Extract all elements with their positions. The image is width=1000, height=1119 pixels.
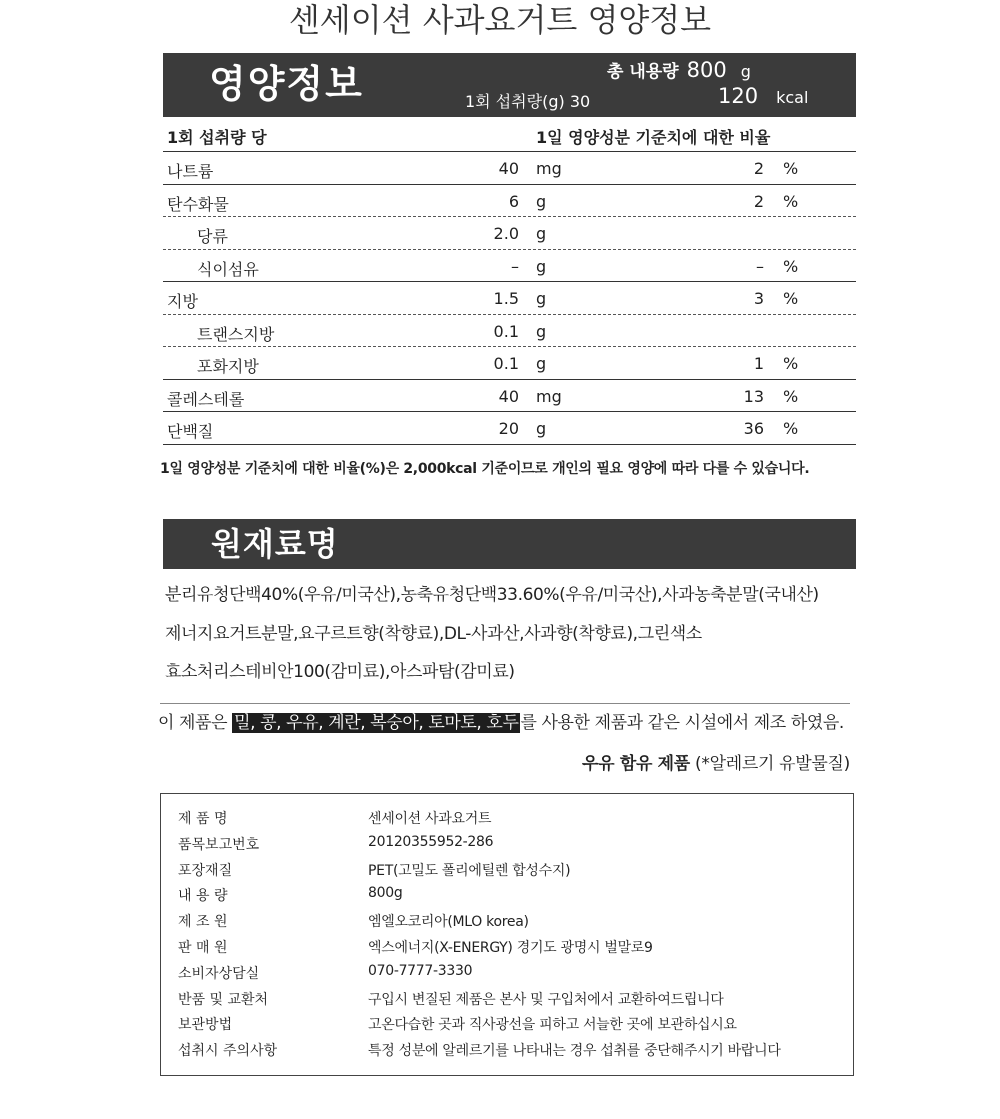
nutrient-amount: 6 [508, 191, 519, 211]
info-key: 품목보고번호 [178, 836, 260, 853]
info-value: 엠엘오코리아(MLO korea) [368, 914, 529, 931]
nutrition-table [163, 118, 856, 445]
nutrition-row [163, 217, 856, 250]
nutrient-percent: 36 [743, 419, 764, 438]
ingredients-line-3: 효소처리스테비안100(감미료),아스파탐(감미료) [165, 662, 515, 682]
info-row [161, 834, 851, 860]
kcal-value: 120 [718, 84, 759, 108]
info-key: 반품 및 교환처 [178, 991, 269, 1008]
nutrient-percent-unit: % [783, 289, 799, 308]
info-key: 소비자상담실 [178, 965, 260, 982]
nutrient-percent: 3 [753, 289, 764, 308]
info-key: 제 조 원 [178, 914, 228, 931]
milk-notice [582, 749, 850, 774]
info-row [161, 963, 851, 989]
info-row [161, 808, 851, 834]
nutrient-unit: g [536, 191, 547, 211]
nutrient-amount: 0.1 [493, 321, 519, 341]
nutrient-unit: mg [536, 386, 562, 406]
serving-size: 1회 섭취량(g) 30 [465, 92, 591, 111]
info-row [161, 885, 851, 911]
nutrient-percent-unit: % [783, 386, 799, 406]
nutrient-amount: 1.5 [493, 289, 519, 308]
nutrient-name: 탄수화물 [167, 194, 229, 214]
info-value: 특정 성분에 알레르기를 나타내는 경우 섭취를 중단해주시기 바랍니다 [368, 1043, 781, 1060]
nutrient-unit: g [536, 256, 547, 276]
nutrient-unit: g [536, 289, 547, 308]
ingredients-header-bar [163, 519, 856, 569]
nutrient-percent-unit: % [783, 159, 799, 178]
info-row [161, 989, 851, 1015]
allergen-notice [158, 708, 844, 733]
milk-bold: 우유 함유 제품 [581, 754, 690, 774]
milk-note: (*알레르기 유발물질) [689, 754, 850, 774]
info-value: 구입시 변질된 제품은 본사 및 구입처에서 교환하여드립니다 [368, 991, 724, 1008]
nutrient-unit: g [536, 224, 547, 243]
nutrition-row [163, 152, 856, 185]
info-key: 판 매 원 [178, 940, 228, 956]
nutrient-amount: 40 [498, 159, 519, 178]
nutrient-amount: 2.0 [493, 224, 519, 243]
info-row [161, 860, 851, 886]
nutrition-rows [163, 152, 856, 445]
ingredients-line-1: 분리유청단백40%(우유/미국산),농축유청단백33.60%(우유/미국산),사과농축분말(국내산) [165, 585, 819, 605]
info-value: 070-7777-3330 [368, 962, 473, 979]
info-value: 800g [368, 885, 403, 902]
allergen-suffix: 를 사용한 제품과 같은 시설에서 제조 하였음. [520, 713, 844, 733]
nutrient-name: 콜레스테롤 [167, 389, 245, 409]
nutrient-amount: 0.1 [493, 354, 519, 373]
nutrient-name: 나트륨 [167, 162, 214, 181]
nutrient-name: 트랜스지방 [197, 324, 275, 344]
kcal-unit: kcal [776, 88, 809, 107]
nutrient-unit: g [536, 354, 547, 373]
nutrition-row [163, 347, 856, 380]
total-label: 총 내용량 [607, 62, 679, 82]
nutrient-percent-unit: % [783, 256, 799, 276]
ingredients-title: 원재료명 [211, 525, 339, 563]
nutrient-name: 당류 [197, 227, 228, 246]
nutrient-percent: 2 [753, 159, 764, 178]
nutrient-percent-unit: % [783, 191, 799, 211]
nutrient-unit: g [536, 419, 547, 438]
section-divider [160, 703, 850, 704]
info-value: 20120355952-286 [368, 833, 494, 850]
nutrition-row [163, 185, 856, 218]
info-key: 제 품 명 [178, 811, 228, 827]
nutrient-percent: 1 [753, 354, 764, 373]
info-value: 센세이션 사과요거트 [368, 811, 492, 827]
info-row [161, 1040, 851, 1066]
nutrition-row [163, 250, 856, 283]
product-info-box [160, 793, 854, 1076]
total-unit: g [740, 62, 751, 81]
nutrient-percent: – [756, 256, 764, 276]
nutrient-percent: 2 [753, 191, 764, 211]
page-title: 센세이션 사과요거트 영양정보 [288, 1, 712, 39]
nutrition-title: 영양정보 [209, 62, 364, 106]
nutrition-row [163, 412, 856, 445]
total-content [607, 57, 751, 82]
info-row [161, 937, 851, 963]
total-value: 800 [686, 58, 727, 82]
nutrition-row [163, 282, 856, 315]
nutrient-name: 단백질 [167, 422, 214, 441]
info-value: PET(고밀도 폴리에틸렌 합성수지) [368, 862, 571, 879]
nutrition-note: 1일 영양성분 기준치에 대한 비율(%)은 2,000kcal 기준이므로 개인의 필요 영양에 따라 다를 수 있습니다. [160, 461, 810, 477]
allergen-prefix: 이 제품은 [158, 713, 233, 733]
nutrition-table-header [163, 118, 856, 152]
info-key: 포장재질 [178, 862, 233, 879]
nutrient-name: 지방 [167, 292, 198, 311]
nutrient-name: 식이섬유 [197, 259, 259, 279]
ingredients-line-2: 제너지요거트분말,요구르트향(착향료),DL-사과산,사과향(착향료),그린색소 [165, 624, 702, 644]
info-row [161, 1014, 851, 1040]
nutrition-header-bar [163, 53, 856, 117]
nutrient-unit: mg [536, 159, 562, 178]
nutrient-percent-unit: % [783, 354, 799, 373]
nutrition-row [163, 315, 856, 348]
nutrient-percent-unit: % [783, 419, 799, 438]
calories [718, 84, 808, 108]
nutrient-amount: 40 [498, 386, 519, 406]
daily-value-header: 1일 영양성분 기준치에 대한 비율 [536, 128, 771, 147]
nutrient-amount: 20 [498, 419, 519, 438]
info-row [161, 911, 851, 937]
info-value: 엑스에너지(X-ENERGY) 경기도 광명시 벌말로9 [368, 940, 653, 956]
nutrient-amount: – [511, 256, 519, 276]
nutrient-percent: 13 [743, 386, 764, 406]
nutrition-row [163, 380, 856, 413]
info-key: 보관방법 [178, 1017, 233, 1034]
nutrient-unit: g [536, 321, 547, 341]
nutrient-name: 포화지방 [197, 357, 259, 376]
info-key: 섭취시 주의사항 [178, 1043, 278, 1060]
info-key: 내 용 량 [178, 888, 228, 905]
allergen-highlight: 밀, 콩, 우유, 계란, 복숭아, 토마토, 호두 [234, 713, 519, 733]
info-value: 고온다습한 곳과 직사광선을 피하고 서늘한 곳에 보관하십시요 [368, 1017, 737, 1034]
per-serving-header: 1회 섭취량 당 [167, 128, 267, 147]
